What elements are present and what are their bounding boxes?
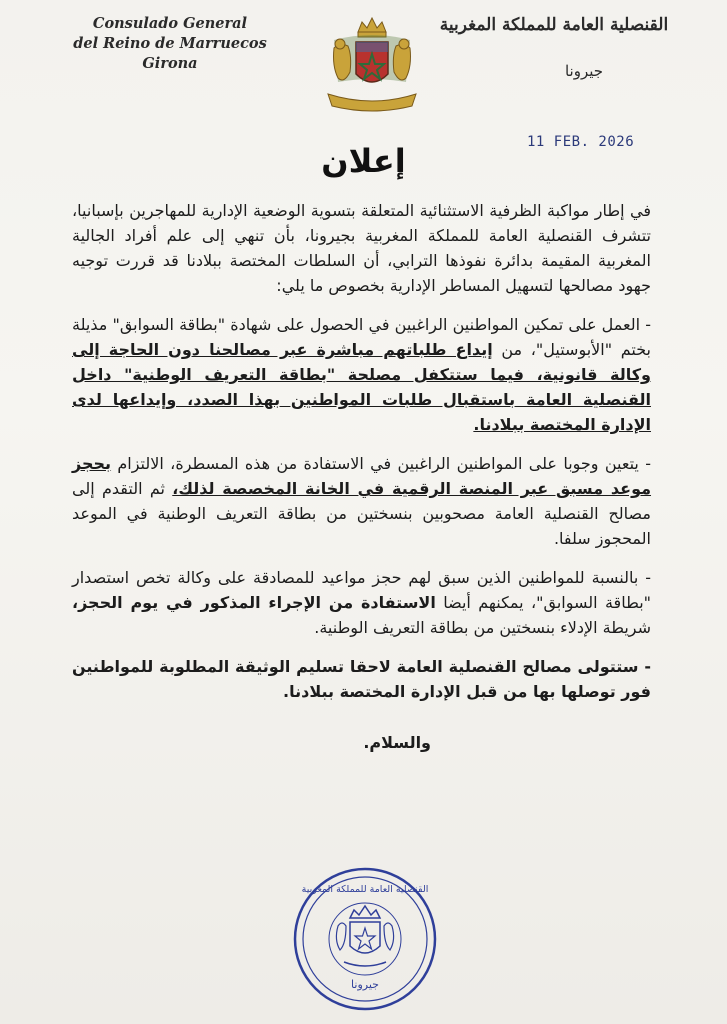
header-left-line1: Consulado General	[92, 15, 248, 32]
intro-paragraph: في إطار مواكبة الظرفية الاستثنائية المتعلقة بتسوية الوضعية الإدارية للمهاجرين بإسبانيا، تتشرف القنصلية العامة للمملكة المغربية بجيرونا، بأن تنهي إلى علم أفراد الجالية المغربية المقيمة بدائرة نفوذها الترابي، أن السلطات المختصة ببلادنا قد قررت توجيه جهود مصالحها لتسهيل المساطر الإدارية بخصوص ما يلي:	[72, 201, 651, 295]
consulate-header-spanish	[60, 14, 280, 74]
header-right-line1: القنصلية العامة للمملكة المغربية	[439, 15, 669, 35]
item-2-text: - يتعين وجوبا على المواطنين الراغبين في الاستفادة من هذه المسطرة، الالتزام	[111, 454, 651, 473]
seal-city: جيرونا	[351, 978, 379, 991]
announcement-title: إعلان	[321, 142, 406, 180]
item-3-text-end: شريطة الإدلاء بنسختين من بطاقة التعريف الوطنية.	[314, 618, 651, 637]
announcement-body	[72, 198, 651, 769]
item-3	[72, 565, 651, 640]
item-4: - ستتولى مصالح القنصلية العامة لاحقا تسليم الوثيقة المطلوبة للمواطنين فور توصلها بها من قبل الإدارة المختصة ببلادنا.	[72, 657, 651, 701]
moroccan-coat-of-arms-emblem	[320, 12, 424, 116]
item-1-text: - العمل على تمكين المواطنين الراغبين في الحصول على شهادة "بطاقة السوابق" مذيلة بختم "الأبوستيل"، من	[72, 315, 651, 359]
item-3-text: - بالنسبة للمواطنين الذين سبق لهم حجز مواعيد للمصادقة على وكالة تخص استصدار "بطاقة السوابق"، يمكنهم أيضا	[72, 568, 651, 612]
header-right-city: جيرونا	[564, 62, 604, 80]
item-1	[72, 312, 651, 437]
closing-salutation: والسلام.	[363, 733, 431, 752]
header-left-line3: Girona	[142, 55, 198, 72]
header-left-line2: del Reino de Marruecos	[73, 35, 267, 52]
consulate-header-arabic	[419, 14, 689, 82]
item-1-emphasis: إيداع طلباتهم مباشرة عبر مصالحنا دون الحاجة إلى وكالة قانونية، فيما ستتكفل مصلحة "بطاقة التعريف الوطنية" داخل القنصلية العامة باستقبال طلبات المواطنين بهذا الصدد، وإيداعها لدى الإدارة المختصة ببلادنا.	[72, 340, 651, 434]
item-2	[72, 451, 651, 551]
item-3-emphasis: الاستفادة من الإجراء المذكور في يوم الحجز،	[72, 593, 436, 612]
received-date-stamp: 11 FEB. 2026	[527, 134, 635, 150]
item-2-emphasis: بحجز موعد مسبق عبر المنصة الرقمية في الخانة المخصصة لذلك،	[72, 454, 652, 498]
consulate-official-seal	[292, 866, 438, 1012]
seal-text: القنصلية العامة للمملكة المغربية	[301, 884, 429, 895]
item-2-text-end: ثم التقدم إلى مصالح القنصلية العامة مصحوبين بنسختين من بطاقة التعريف الوطنية في الموعد المحجوز سلفا.	[72, 479, 651, 548]
